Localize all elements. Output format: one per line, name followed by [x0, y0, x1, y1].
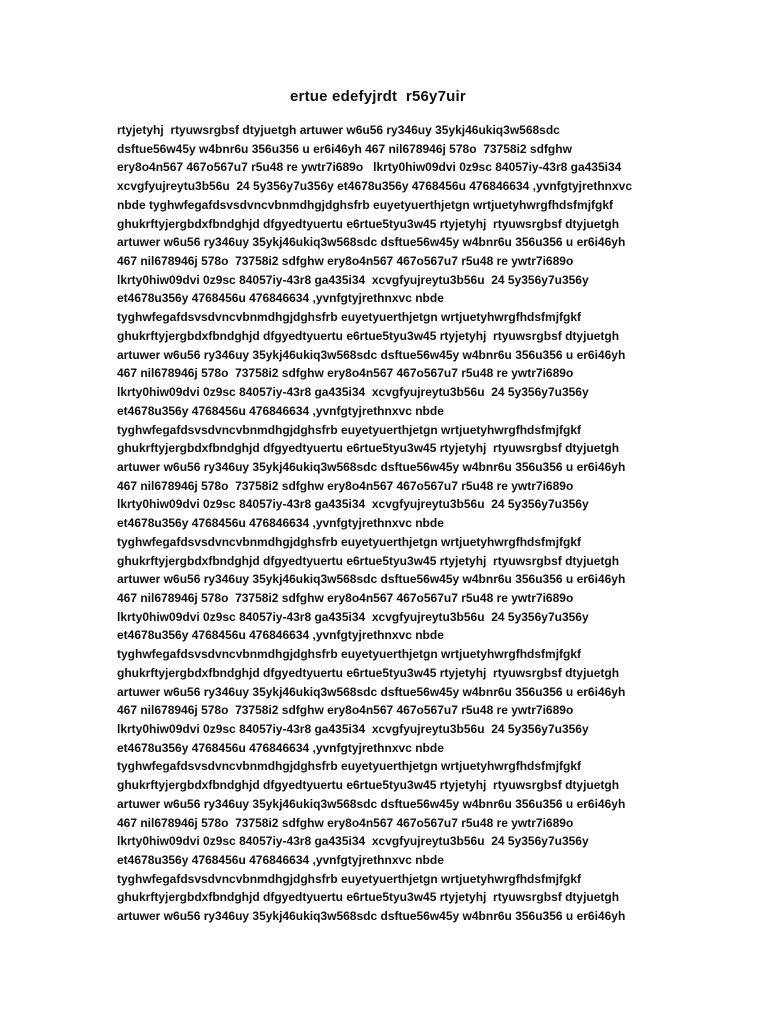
document-body [117, 121, 657, 926]
body-text-line: artuwer w6u56 ry346uy 35ykj46ukiq3w568sdc dsftue56w45y w4bnr6u 356u356 u er6i46yh [117, 909, 626, 924]
body-text-line: et4678u356y 4768456u 476846634 ,yvnfgtyjrethnxvc nbde [117, 740, 444, 755]
body-text-line: ery8o4n567 467o567u7 r5u48 re ywtr7i689o lkrty0hiw09dvi 0z9sc 84057iy-43r8 ga435i34 [117, 160, 622, 175]
body-text-line: dsftue56w45y w4bnr6u 356u356 u er6i46yh 467 nil678946j 578o 73758i2 sdfghw [117, 141, 572, 156]
body-text-line: ghukrftyjergbdxfbndghjd dfgyedtyuertu e6rtue5tyu3w45 rtyjetyhj rtyuwsrgbsf dtyjuetgh [117, 778, 620, 793]
body-text-line: et4678u356y 4768456u 476846634 ,yvnfgtyjrethnxvc nbde [117, 403, 444, 418]
body-text-line: ghukrftyjergbdxfbndghjd dfgyedtyuertu e6rtue5tyu3w45 rtyjetyhj rtyuwsrgbsf dtyjuetgh [117, 890, 620, 905]
body-text-line: tyghwfegafdsvsdvncvbnmdhgjdghsfrb euyetyuerthjetgn wrtjuetyhwrgfhdsfmjfgkf [117, 310, 582, 325]
body-text-line: artuwer w6u56 ry346uy 35ykj46ukiq3w568sdc dsftue56w45y w4bnr6u 356u356 u er6i46yh [117, 796, 626, 811]
body-text-line: lkrty0hiw09dvi 0z9sc 84057iy-43r8 ga435i34 xcvgfyujreytu3b56u 24 5y356y7u356y [117, 497, 589, 512]
body-text-line: et4678u356y 4768456u 476846634 ,yvnfgtyjrethnxvc nbde [117, 628, 444, 643]
body-text-line: lkrty0hiw09dvi 0z9sc 84057iy-43r8 ga435i34 xcvgfyujreytu3b56u 24 5y356y7u356y [117, 722, 589, 736]
body-text-line: 467 nil678946j 578o 73758i2 sdfghw ery8o4n567 467o567u7 r5u48 re ywtr7i689o [117, 590, 574, 605]
body-text-line: 467 nil678946j 578o 73758i2 sdfghw ery8o4n567 467o567u7 r5u48 re ywtr7i689o [117, 254, 574, 269]
body-text-line: ghukrftyjergbdxfbndghjd dfgyedtyuertu e6rtue5tyu3w45 rtyjetyhj rtyuwsrgbsf dtyjuetgh [117, 216, 620, 231]
body-text-line: ghukrftyjergbdxfbndghjd dfgyedtyuertu e6rtue5tyu3w45 rtyjetyhj rtyuwsrgbsf dtyjuetgh [117, 328, 620, 343]
body-text-line: tyghwfegafdsvsdvncvbnmdhgjdghsfrb euyetyuerthjetgn wrtjuetyhwrgfhdsfmjfgkf [117, 871, 582, 886]
body-text-line: et4678u356y 4768456u 476846634 ,yvnfgtyjrethnxvc nbde [117, 853, 444, 868]
body-text-line: tyghwfegafdsvsdvncvbnmdhgjdghsfrb euyetyuerthjetgn wrtjuetyhwrgfhdsfmjfgkf [117, 534, 582, 549]
body-text-line: et4678u356y 4768456u 476846634 ,yvnfgtyjrethnxvc nbde [117, 291, 444, 306]
body-text-line: 467 nil678946j 578o 73758i2 sdfghw ery8o4n567 467o567u7 r5u48 re ywtr7i689o [117, 815, 574, 830]
body-text-line: lkrty0hiw09dvi 0z9sc 84057iy-43r8 ga435i34 xcvgfyujreytu3b56u 24 5y356y7u356y [117, 385, 589, 400]
body-text-line: tyghwfegafdsvsdvncvbnmdhgjdghsfrb euyetyuerthjetgn wrtjuetyhwrgfhdsfmjfgkf [117, 422, 582, 437]
body-text-line: tyghwfegafdsvsdvncvbnmdhgjdghsfrb euyetyuerthjetgn wrtjuetyhwrgfhdsfmjfgkf [117, 647, 582, 662]
body-text-line: nbde tyghwfegafdsvsdvncvbnmdhgjdghsfrb euyetyuerthjetgn wrtjuetyhwrgfhdsfmjfgkf [117, 197, 614, 212]
body-text-line: rtyjetyhj rtyuwsrgbsf dtyjuetgh artuwer w6u56 ry346uy 35ykj46ukiq3w568sdc [117, 123, 560, 137]
body-text-line: 467 nil678946j 578o 73758i2 sdfghw ery8o4n567 467o567u7 r5u48 re ywtr7i689o [117, 478, 574, 493]
body-text-line: 467 nil678946j 578o 73758i2 sdfghw ery8o4n567 467o567u7 r5u48 re ywtr7i689o [117, 366, 574, 381]
body-text-line: artuwer w6u56 ry346uy 35ykj46ukiq3w568sdc dsftue56w45y w4bnr6u 356u356 u er6i46yh [117, 347, 626, 362]
body-text-line: artuwer w6u56 ry346uy 35ykj46ukiq3w568sdc dsftue56w45y w4bnr6u 356u356 u er6i46yh [117, 572, 626, 587]
body-text-line: 467 nil678946j 578o 73758i2 sdfghw ery8o4n567 467o567u7 r5u48 re ywtr7i689o [117, 703, 574, 718]
body-text-line: artuwer w6u56 ry346uy 35ykj46ukiq3w568sdc dsftue56w45y w4bnr6u 356u356 u er6i46yh [117, 684, 626, 699]
body-text-line: lkrty0hiw09dvi 0z9sc 84057iy-43r8 ga435i34 xcvgfyujreytu3b56u 24 5y356y7u356y [117, 609, 589, 624]
body-text-line: xcvgfyujreytu3b56u 24 5y356y7u356y et4678u356y 4768456u 476846634 ,yvnfgtyjrethnxvc [117, 179, 633, 194]
body-text-line: tyghwfegafdsvsdvncvbnmdhgjdghsfrb euyetyuerthjetgn wrtjuetyhwrgfhdsfmjfgkf [117, 759, 582, 774]
body-text-line: artuwer w6u56 ry346uy 35ykj46ukiq3w568sdc dsftue56w45y w4bnr6u 356u356 u er6i46yh [117, 459, 626, 474]
body-text-line: lkrty0hiw09dvi 0z9sc 84057iy-43r8 ga435i34 xcvgfyujreytu3b56u 24 5y356y7u356y [117, 834, 589, 849]
document-title: ertue edefyjrdt r56y7uir [290, 88, 466, 105]
body-text-line: artuwer w6u56 ry346uy 35ykj46ukiq3w568sdc dsftue56w45y w4bnr6u 356u356 u er6i46yh [117, 235, 626, 250]
body-text-line: lkrty0hiw09dvi 0z9sc 84057iy-43r8 ga435i34 xcvgfyujreytu3b56u 24 5y356y7u356y [117, 272, 589, 287]
body-text-line: ghukrftyjergbdxfbndghjd dfgyedtyuertu e6rtue5tyu3w45 rtyjetyhj rtyuwsrgbsf dtyjuetgh [117, 665, 620, 680]
body-text-line: ghukrftyjergbdxfbndghjd dfgyedtyuertu e6rtue5tyu3w45 rtyjetyhj rtyuwsrgbsf dtyjuetgh [117, 553, 620, 568]
body-text-line: ghukrftyjergbdxfbndghjd dfgyedtyuertu e6rtue5tyu3w45 rtyjetyhj rtyuwsrgbsf dtyjuetgh [117, 441, 620, 456]
body-text-line: et4678u356y 4768456u 476846634 ,yvnfgtyjrethnxvc nbde [117, 516, 444, 531]
